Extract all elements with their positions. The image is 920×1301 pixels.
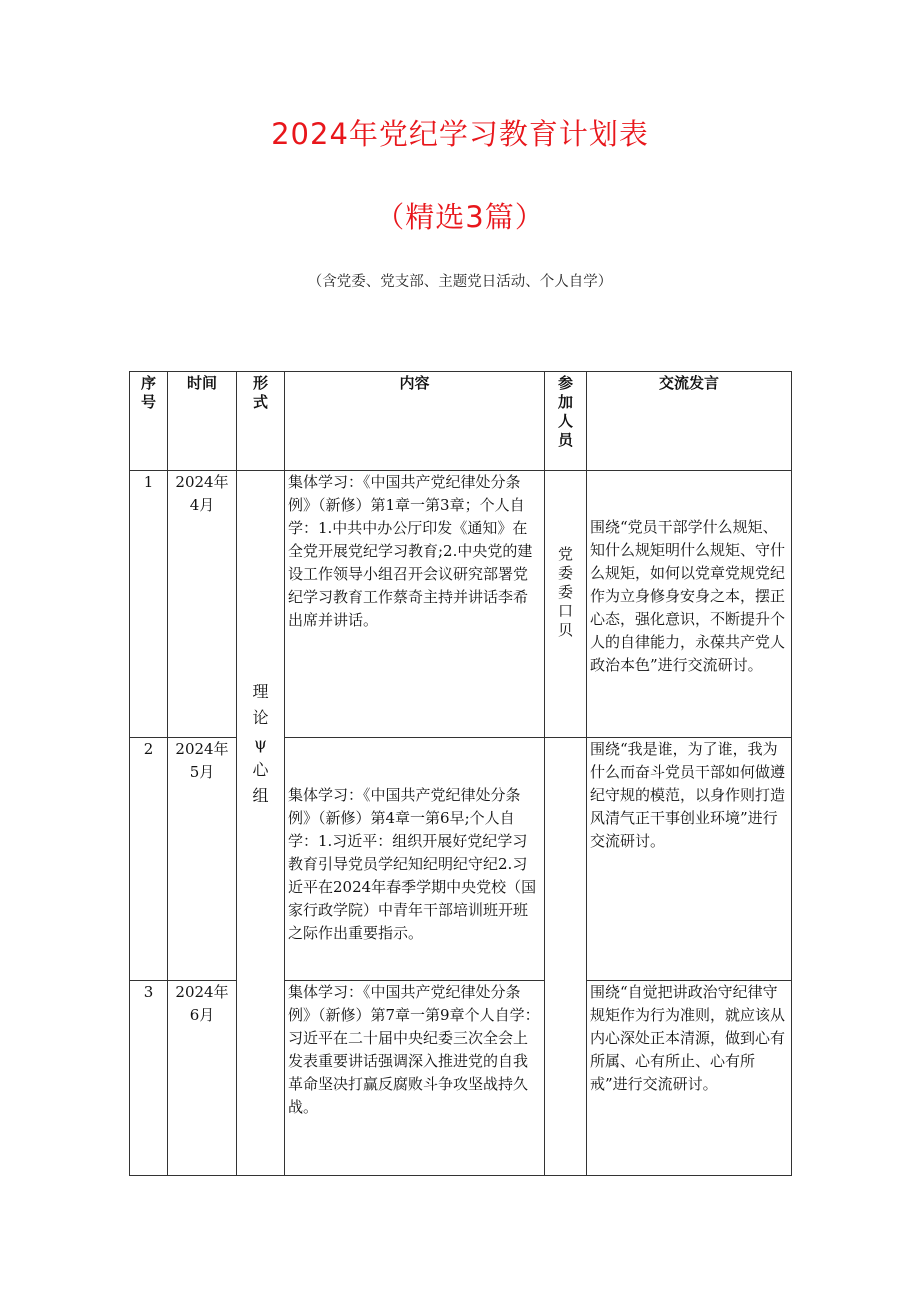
participants-cell (545, 471, 587, 738)
row-time: 2024年5月 (168, 738, 237, 981)
row-content: 集体学习：《中国共产党纪律处分条例》（新修）第7章一第9章个人自学：习近平在二十届中央纪委三次全会上发表重要讲话强调深入推进党的自我革命坚决打赢反腐败斗争攻坚战持久战。 (285, 981, 545, 1176)
header-speech: 交流发言 (587, 372, 792, 471)
document-subtitle: （精选3篇） (375, 200, 545, 234)
plan-table (129, 371, 792, 1176)
row-seq: 2 (130, 738, 168, 981)
document-note: （含党委、党支部、主题党日活动、个人自学） (307, 274, 613, 290)
participants-cell-empty (545, 738, 587, 1176)
row-content: 集体学习：《中国共产党纪律处分条例》（新修）第1章一第3章；个人自学：1.中共中办公厅印发《通知》在全党开展党纪学习教育;2.中央党的建设工作领导小组召开会议研究部署党纪学习教育工作蔡奇主持并讲话李希出席并讲话。 (285, 471, 545, 738)
header-participants: 参加人员 (545, 372, 587, 471)
document-title: 2024年党纪学习教育计划表 (271, 117, 649, 151)
header-form: 形式 (237, 372, 285, 471)
header-time: 时间 (168, 372, 237, 471)
row-time: 2024年4月 (168, 471, 237, 738)
table-row (130, 981, 792, 1176)
row-seq: 3 (130, 981, 168, 1176)
header-content: 内容 (285, 372, 545, 471)
row-time: 2024年6月 (168, 981, 237, 1176)
form-text: 理论ψ心组 (252, 682, 269, 805)
table-row (130, 738, 792, 981)
row-speech: 围绕“我是谁，为了谁，我为什么而奋斗党员干部如何做遵纪守规的模范，以身作则打造风清气正干事创业环境”进行交流研讨。 (587, 738, 792, 981)
row-speech: 围绕“自觉把讲政治守纪律守规矩作为行为准则，就应该从内心深处正本清源，做到心有所属、心有所止、心有所戒”进行交流研讨。 (587, 981, 792, 1176)
table-row (130, 471, 792, 738)
header-seq: 序号 (130, 372, 168, 471)
table-header-row (130, 372, 792, 471)
form-cell (237, 471, 285, 1176)
row-content: 集体学习：《中国共产党纪律处分条例》（新修）第4章一第6早;个人自学：1.习近平：组织开展好党纪学习教育引导党员学纪知纪明纪守纪2.习近平在2024年春季学期中央党校（国家行政学院）中青年干部培训班开班之际作出重要指示。 (285, 738, 545, 981)
row-seq: 1 (130, 471, 168, 738)
row-speech: 围绕“党员干部学什么规矩、知什么规矩明什么规矩、守什么规矩，如何以党章党规党纪作为立身修身安身之本，摆正心态，强化意识，不断提升个人的自律能力，永葆共产党人政治本色”进行交流研讨。 (587, 471, 792, 738)
participants-text: 党委委口贝 (558, 545, 574, 639)
